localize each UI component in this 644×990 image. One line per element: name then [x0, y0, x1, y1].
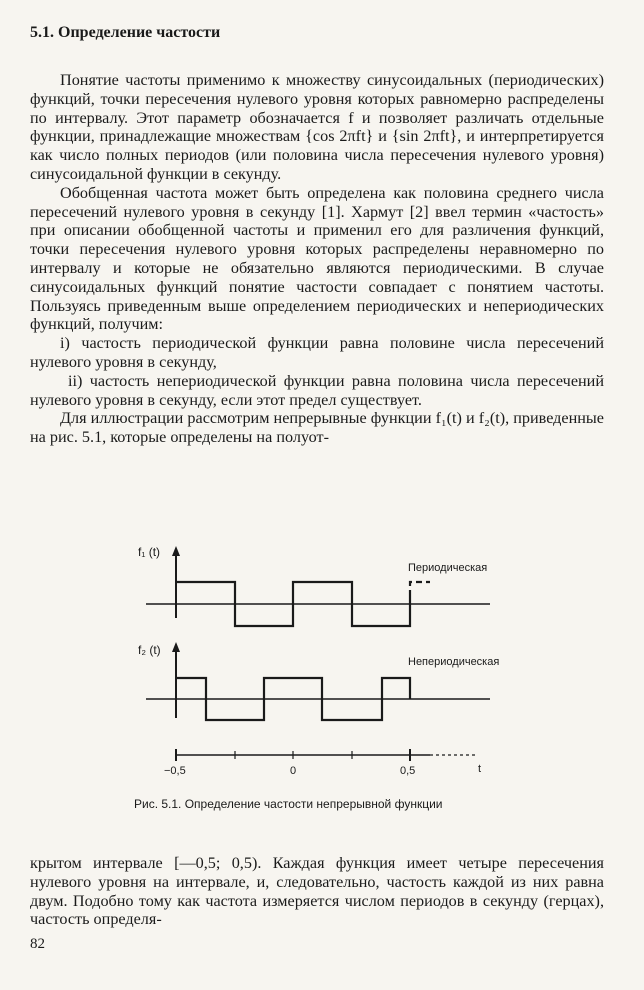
nonperiodic-label: Непериодическая — [408, 656, 500, 668]
f2-axis-label: f₂ (t) — [138, 643, 161, 657]
list-item-periodic: i) частость периодической функции равна половине числа пересечений нулевого уровня в секунду, — [30, 334, 604, 371]
body-text-lower — [30, 854, 604, 929]
f1-periodic-continuation-dashed — [410, 582, 430, 596]
body-text-upper — [30, 71, 604, 447]
t-axis-label: t — [478, 763, 482, 775]
tick-label-zero: 0 — [290, 765, 297, 777]
figure-caption: Рис. 5.1. Определение частости непрерывной функции — [134, 797, 443, 811]
paragraph-frequency-definition: Понятие частоты применимо к множеству синусоидальных (периодических) функций, точки пересечения нулевого уровня которых равномерно распределены по интервалу. Этот параметр обозначается f и позволяет различать отдельные функции, принадлежащие множествам {cos 2πft} и {sin 2πft}, и интерпретируется как число полных периодов (или половина числа пересечения нулевого уровня) синусоидальной функции в секунду. — [30, 71, 604, 183]
tick-label-half: 0,5 — [400, 765, 416, 777]
paragraph-generalized-frequency: Обобщенная частота может быть определена как половина среднего числа пересечений нулевого уровня в секунду [1]. Хармут [2] ввел термин «частость» при описании обобщенной частоты и применил его для различения функций, точки пересечения нулевого уровня которых распределены неравномерно по интервалу и которые не обязательно являются периодическими. В случае синусоидальных функций понятие частости совпадает с понятием частоты. Пользуясь приведенным выше определением периодических и непериодических функций, получим: — [30, 183, 604, 334]
figure-5-1 — [130, 540, 510, 780]
figure-svg — [130, 540, 510, 780]
f1-axis-arrow — [172, 546, 180, 556]
section-heading: 5.1. Определение частости — [30, 24, 221, 41]
periodic-label: Периодическая — [408, 562, 488, 574]
f1-axis-label: f₁ (t) — [138, 545, 161, 559]
paragraph-interval: крытом интервале [—0,5; 0,5). Каждая функция имеет четыре пересечения нулевого уровня на интервале, и, следовательно, частость каждой из них равна двум. Подобно тому как частота измеряется числом периодов в секунду (герцах), частость определя- — [30, 854, 604, 929]
page-number: 82 — [30, 936, 45, 952]
f2-axis-arrow — [172, 642, 180, 652]
list-item-nonperiodic: ii) частость непериодической функции равна половина числа пересечений нулевого уровня в секунду, если этот предел существует. — [30, 371, 604, 409]
tick-label-minus-half: −0,5 — [164, 765, 186, 777]
paragraph-illustration: Для иллюстрации рассмотрим непрерывные функции f₁(t) и f₂(t), приведенные на рис. 5.1, которые определены на полуот- — [30, 409, 604, 447]
